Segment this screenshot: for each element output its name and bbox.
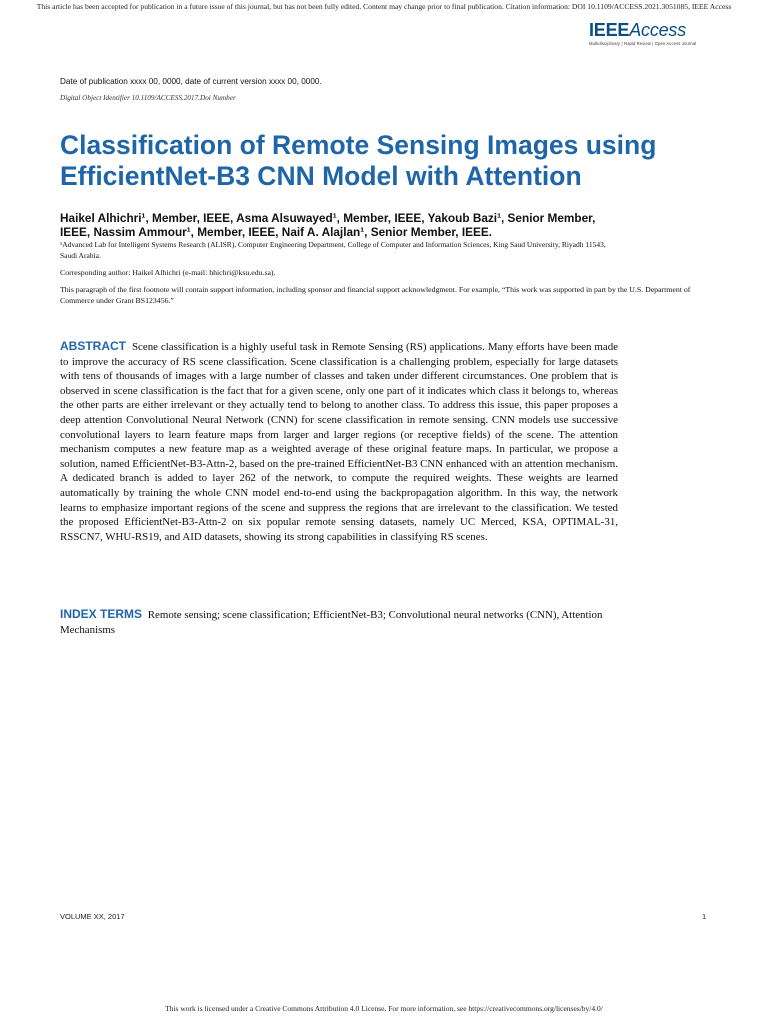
abstract-heading: ABSTRACT	[60, 339, 126, 353]
index-terms-text: Remote sensing; scene classification; EfficientNet-B3; Convolutional neural networks (CNN), Attention Mechanisms	[60, 609, 603, 636]
index-terms-section	[60, 607, 618, 637]
doi-line: Digital Object Identifier 10.1109/ACCESS.2017.Doi Number	[60, 94, 236, 102]
logo-tagline: Multidisciplinary | Rapid Review | Open Access Journal	[589, 41, 697, 46]
abstract-text: Scene classification is a highly useful task in Remote Sensing (RS) applications. Many efforts have been made to improve the accuracy of RS scene classification. Scene classification is a challenging problem, especially for large datasets with tens of thousands of images with a large number of classes and taken under different circumstances. One problem that is observed in scene classification is the fact that for a given scene, only one part of it indicates which class it belongs to, whereas the other parts are either irrelevant or they actually tend to belong to another class. To address this issue, this paper proposes a deep attention Convolutional Neural Network (CNN) for scene classification in remote sensing. CNN models use successive convolutional layers to learn feature maps from larger and larger regions (or receptive fields) of the scene. The attention mechanism computes a new feature map as a weighted average of these original feature maps. In particular, we propose a solution, named EfficientNet-B3-Attn-2, based on the pre-trained EfficientNet-B3 CNN enhanced with an attention mechanism. A dedicated branch is added to layer 262 of the network, to compute the required weights. These weights are learned automatically by training the whole CNN model end-to-end using the backpropagation algorithm. In this way, the network learns to emphasize important regions of the scene and suppress the regions that are irrelevant to the classification. We tested the proposed EfficientNet-B3-Attn-2 on six popular remote sensing datasets, namely UC Merced, KSA, OPTIMAL-31, RSSCN7, WHU-RS19, and AID datasets, showing its strong capabilities in classifying RS scenes.	[60, 341, 618, 543]
volume-label: VOLUME XX, 2017	[60, 912, 125, 921]
index-terms-heading: INDEX TERMS	[60, 607, 143, 621]
license-notice: This work is licensed under a Creative Commons Attribution 4.0 License. For more information, see https://creativecommons.org/licenses/by/4.0/	[165, 1004, 603, 1013]
accepted-article-notice: This article has been accepted for publication in a future issue of this journal, but has not been fully edited. Content may change prior to final publication. Citation information: DOI 10.1109/ACCESS.2021.3051085, IEEE Access	[36, 2, 732, 11]
logo-access-text: Access	[629, 20, 687, 40]
page-number: 1	[702, 912, 707, 921]
logo-ieee-text: IEEE	[589, 20, 630, 40]
paper-title: Classification of Remote Sensing Images using EfficientNet-B3 CNN Model with Attention	[60, 130, 657, 191]
ieee-access-logo	[589, 20, 709, 46]
publication-date: Date of publication xxxx 00, 0000, date of current version xxxx 00, 0000.	[60, 77, 322, 86]
abstract-section	[60, 339, 618, 544]
author-list: Haikel Alhichri¹, Member, IEEE, Asma Alsuwayed¹, Member, IEEE, Yakoub Bazi¹, Senior Member, IEEE, Nassim Ammour¹, Member, IEEE, Naif A. Alajlan¹, Senior Member, IEEE.	[60, 211, 596, 239]
affiliation: ¹Advanced Lab for Intelligent Systems Research (ALISR), Computer Engineering Department, College of Computer and Information Sciences, King Saud University, Riyadh 11543, Saudi Arabia.	[60, 240, 606, 260]
funding-footnote: This paragraph of the first footnote will contain support information, including sponsor and financial support acknowledgment. For example, “This work was supported in part by the U.S. Department of Commerce under Grant BS123456.”	[60, 285, 691, 305]
corresponding-author: Corresponding author: Haikel Alhichri (e-mail: hhichri@ksu.edu.sa).	[60, 268, 276, 277]
